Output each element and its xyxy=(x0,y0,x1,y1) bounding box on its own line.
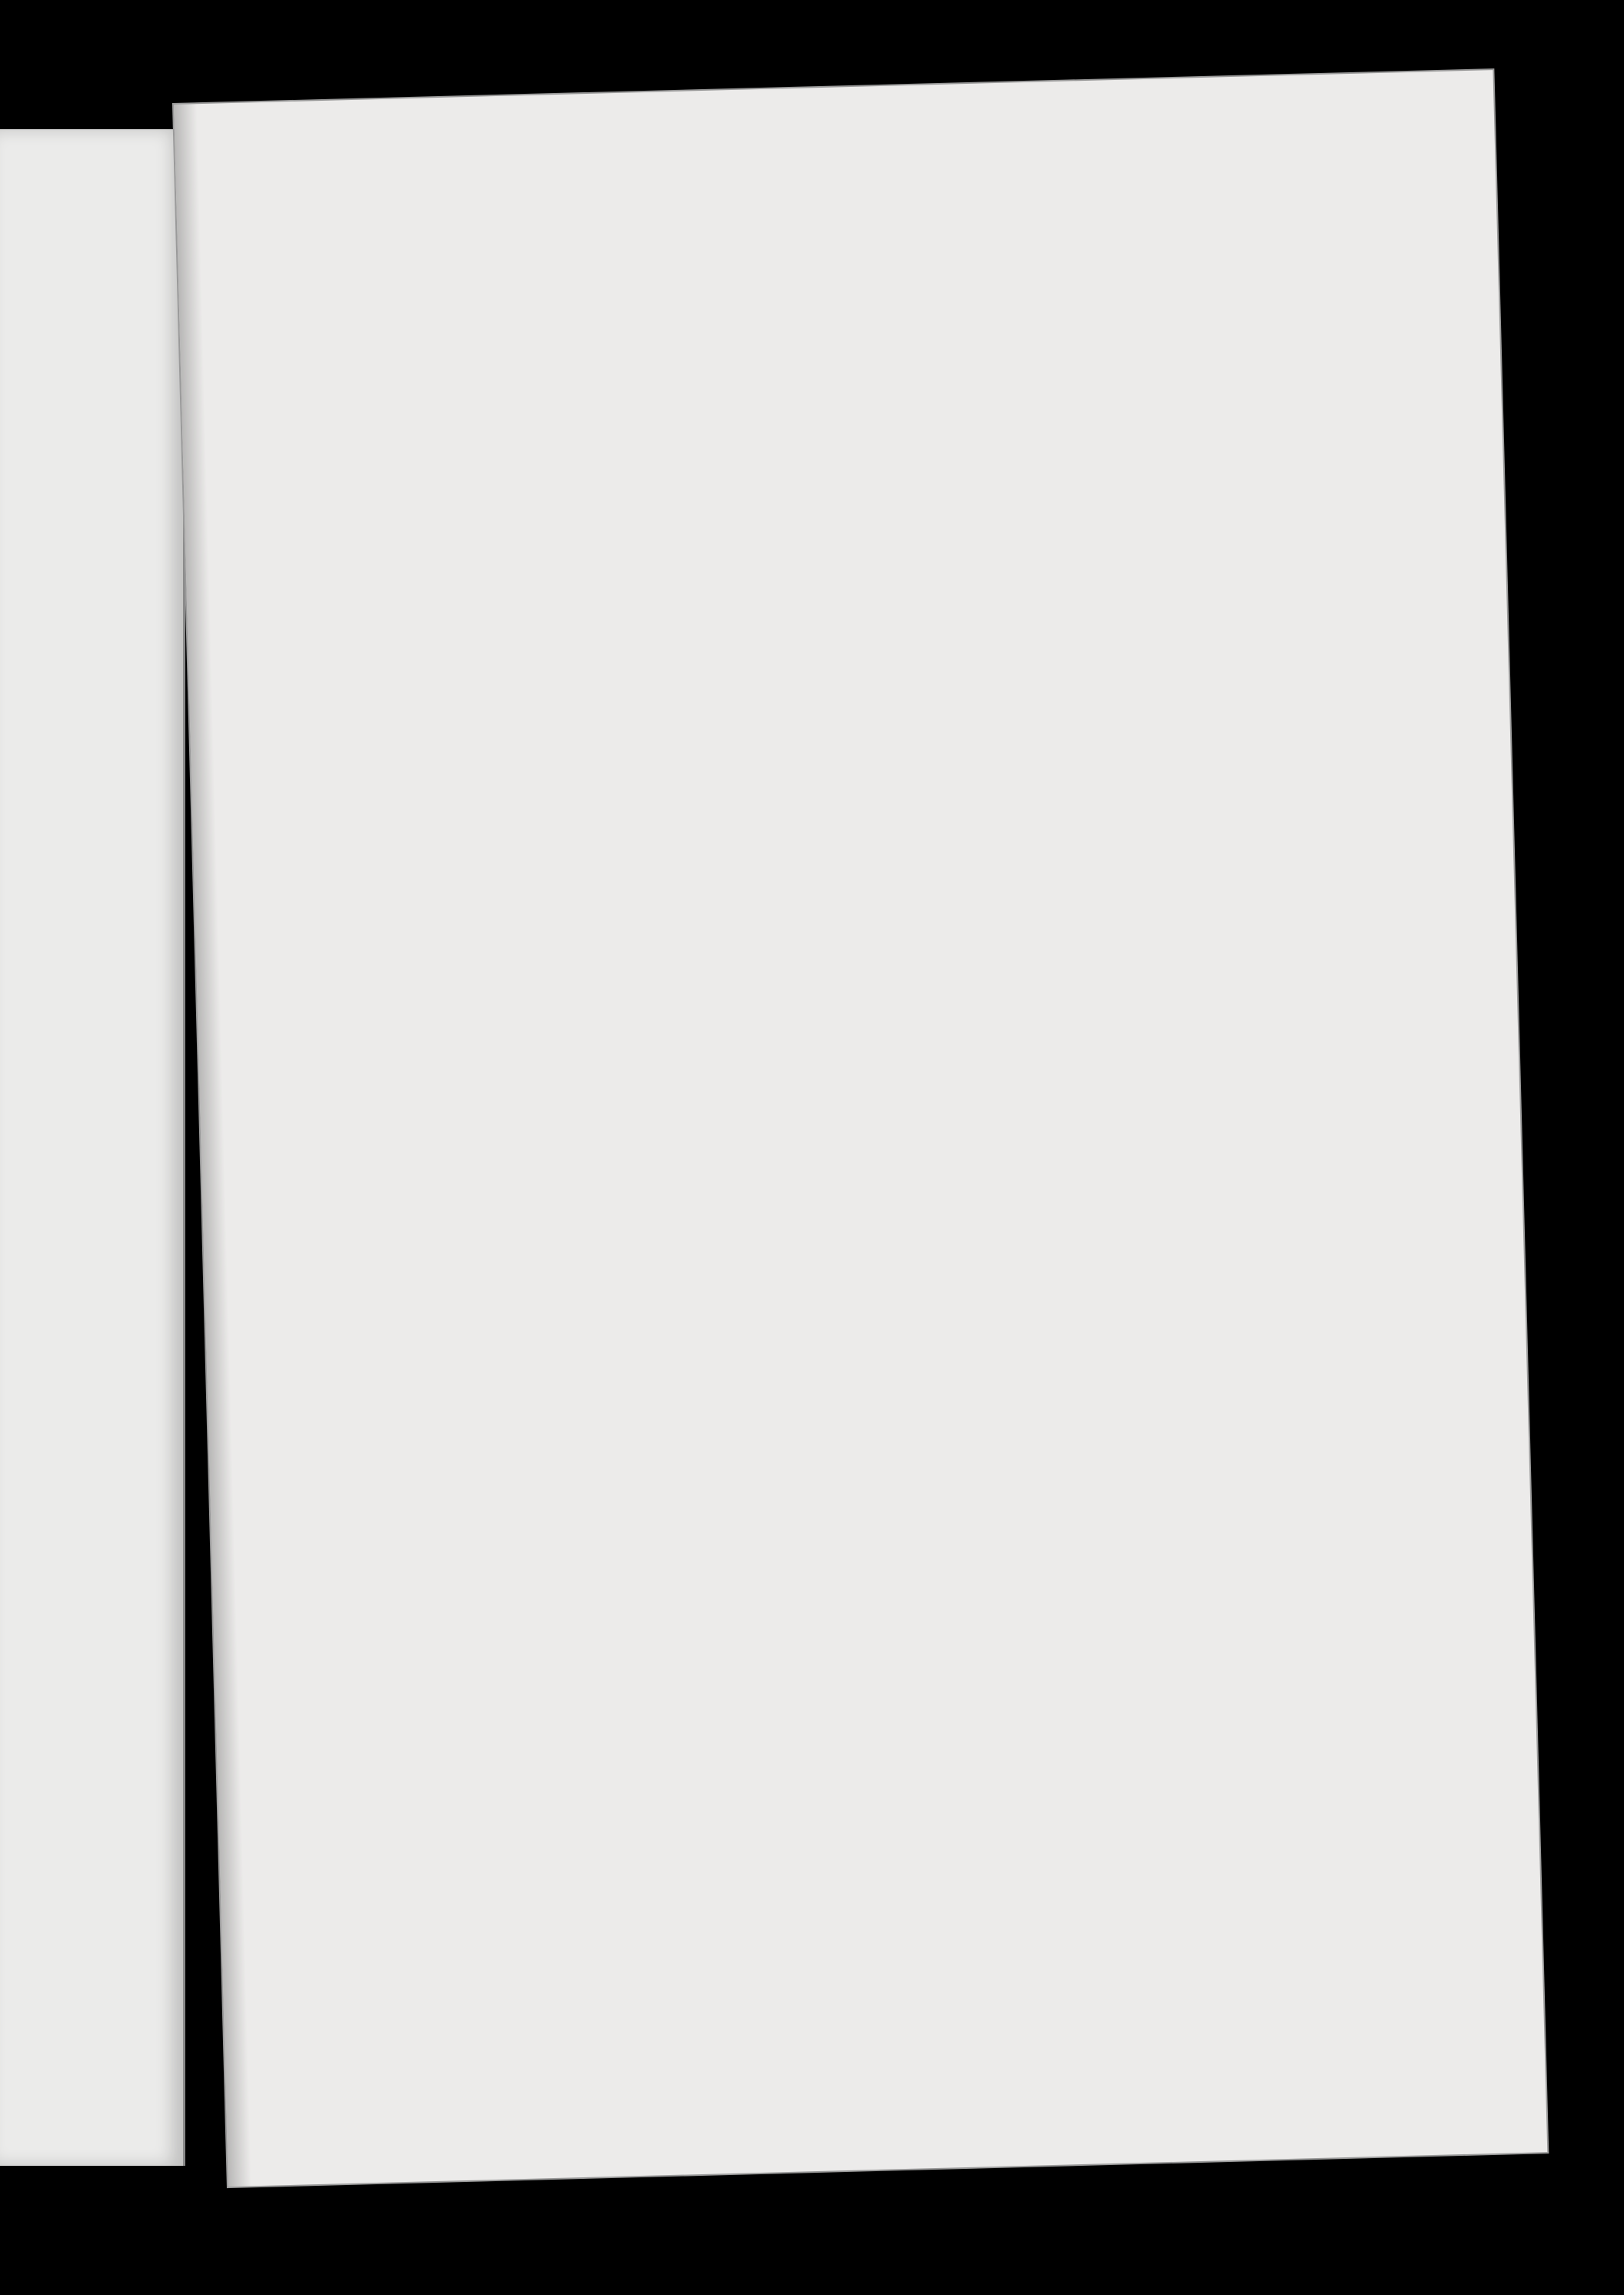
catalogue-entry-360 xyxy=(346,1327,830,1347)
catalogue-entry-367 xyxy=(887,1021,1339,1032)
catalogue-entry-368 xyxy=(894,1118,1342,1129)
catalogue-entry-371 xyxy=(918,1508,1352,1520)
catalogue-entry-369 xyxy=(902,1228,1345,1240)
pamphlet-list xyxy=(322,697,814,710)
catalogue-entry-357 xyxy=(319,578,811,591)
catalogue-entry-365 xyxy=(876,749,1333,761)
catalogue-page xyxy=(174,70,1547,2187)
pamphlet-list xyxy=(330,997,822,1010)
catalogue-entry-362 xyxy=(354,1614,838,1634)
previous-page-edge xyxy=(0,129,185,2166)
catalogue-entry-373 xyxy=(933,1704,1357,1715)
catalogue-entry-359 xyxy=(330,992,822,1010)
catalogue-entry-364 xyxy=(873,655,1329,668)
catalogue-entry-372 xyxy=(926,1604,1355,1616)
catalogue-entry-363 xyxy=(866,550,1327,562)
entry-note xyxy=(346,1335,830,1347)
catalogue-entry-358 xyxy=(322,692,814,710)
page-gutter-shadow xyxy=(174,104,251,2187)
catalogue-entry-361 xyxy=(351,1498,835,1511)
catalogue-entry-366 xyxy=(880,938,1337,950)
catalogue-entry-370 xyxy=(910,1367,1349,1378)
entry-note xyxy=(354,1622,838,1634)
catalogue-entry-356 xyxy=(311,276,1325,303)
